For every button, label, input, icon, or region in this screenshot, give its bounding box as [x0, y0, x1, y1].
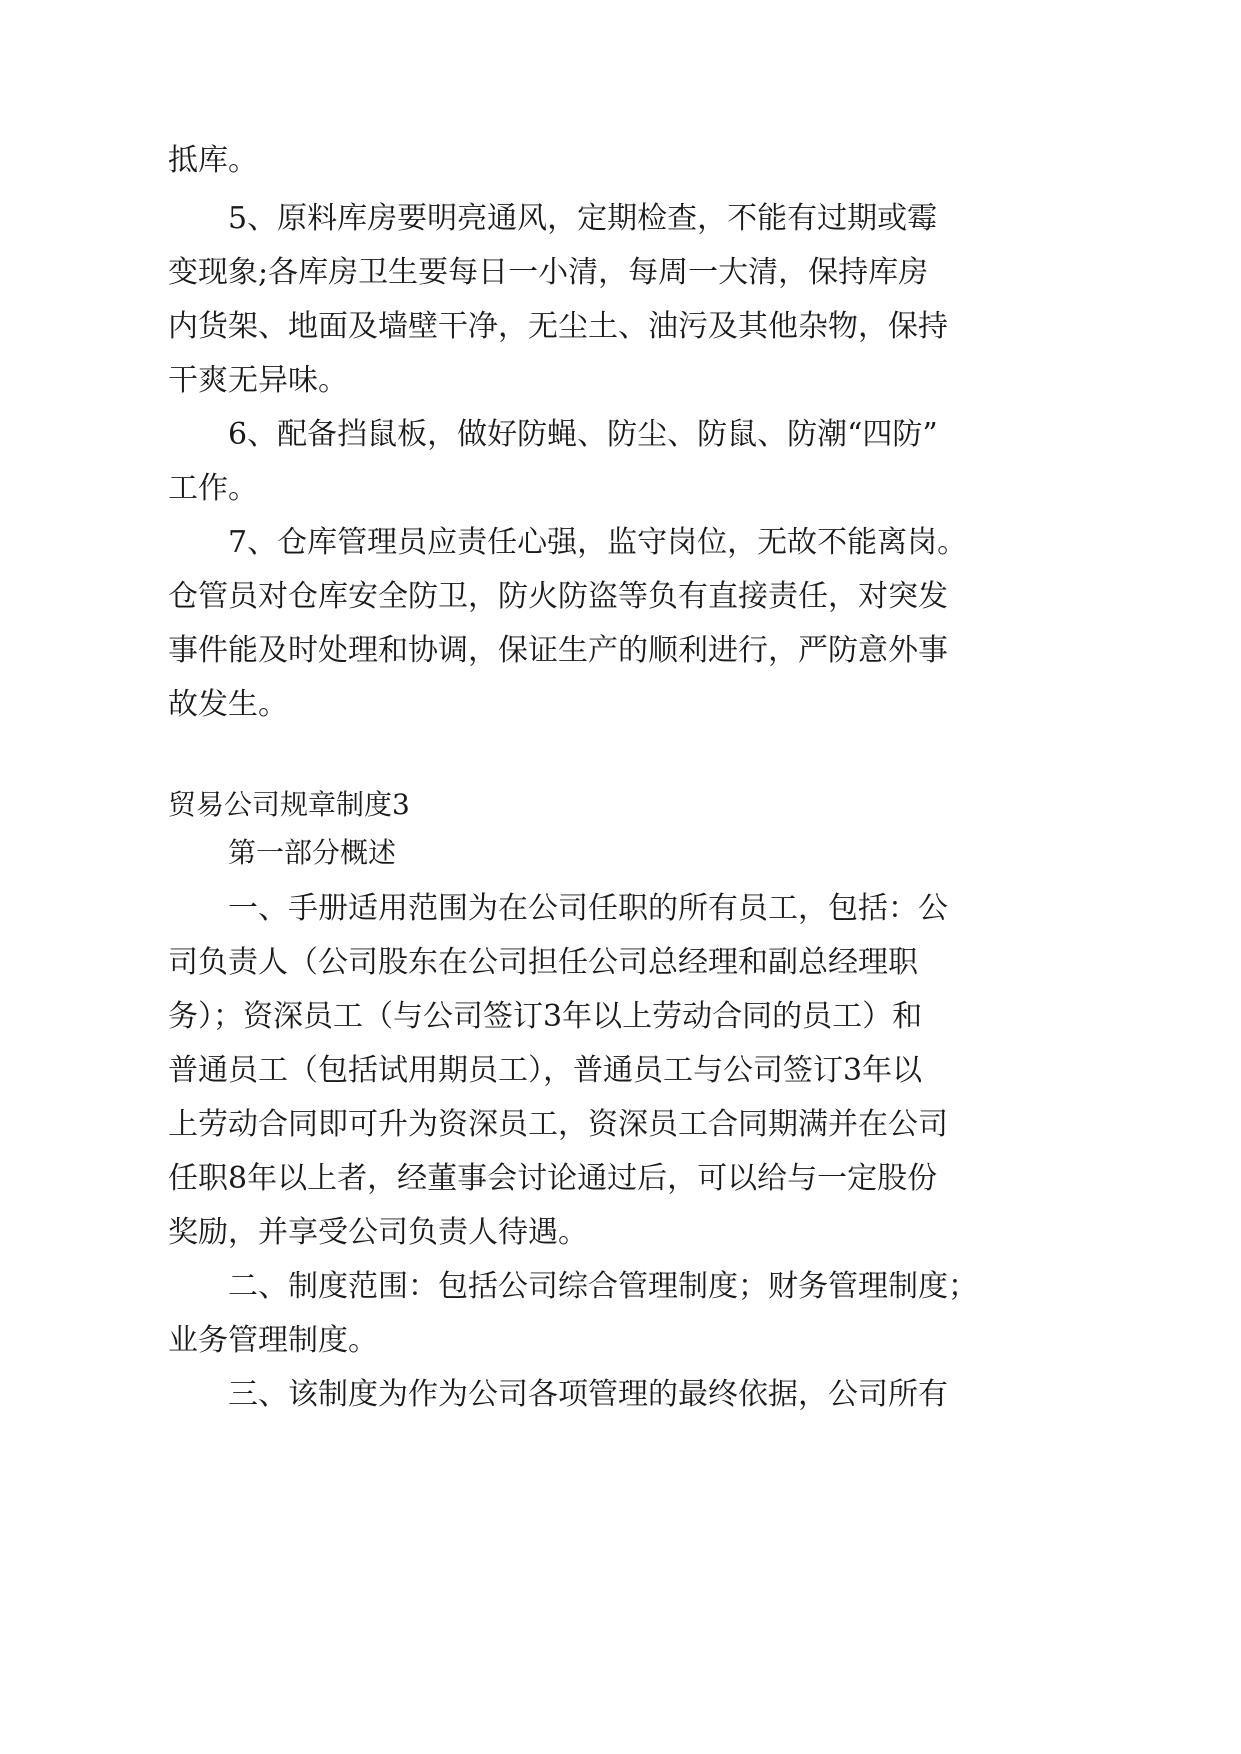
line-text: 任职8年以上者，经董事会讨论通过后，可以给与一定股份: [168, 1161, 938, 1196]
line-text: 务）；资深员工（与公司签订3年以上劳动合同的员工）和: [168, 999, 923, 1034]
line-text: 5、原料库房要明亮通风，定期检查，不能有过期或霉: [228, 201, 938, 236]
line-text: 司负责人（公司股东在公司担任公司总经理和副总经理职: [168, 945, 918, 980]
line-text: 业务管理制度。: [168, 1323, 378, 1358]
line-text: 普通员工（包括试用期员工），普通员工与公司签订3年以: [168, 1053, 923, 1088]
line-text: 一、手册适用范围为在公司任职的所有员工，包括：公: [228, 891, 948, 926]
line-text: 内货架、地面及墙壁干净，无尘土、油污及其他杂物，保持: [168, 309, 948, 344]
line-text: 6、配备挡鼠板，做好防蝇、防尘、防鼠、防潮“四防”: [228, 417, 938, 452]
line-text: 干爽无异味。: [168, 363, 348, 398]
line-text: 抵库。: [168, 143, 258, 178]
line-text: 故发生。: [168, 687, 288, 722]
line-text: 事件能及时处理和协调，保证生产的顺利进行，严防意外事: [168, 633, 948, 668]
line-text: 三、该制度为作为公司各项管理的最终依据，公司所有: [228, 1377, 948, 1412]
subsection-title: 第一部分概述: [228, 836, 397, 869]
line-text: 7、仓库管理员应责任心强，监守岗位，无故不能离岗。: [228, 525, 968, 560]
line-text: 奖励，并享受公司负责人待遇。: [168, 1215, 588, 1250]
line-text: 工作。: [168, 471, 258, 506]
line-text: 变现象;各库房卫生要每日一小清，每周一大清，保持库房: [168, 255, 929, 290]
line-text: 仓管员对仓库安全防卫，防火防盗等负有直接责任，对突发: [168, 579, 948, 614]
line-text: 二、制度范围：包括公司综合管理制度；财务管理制度；: [228, 1269, 978, 1304]
section-title: 贸易公司规章制度3: [168, 788, 410, 821]
line-text: 上劳动合同即可升为资深员工，资深员工合同期满并在公司: [168, 1107, 948, 1142]
